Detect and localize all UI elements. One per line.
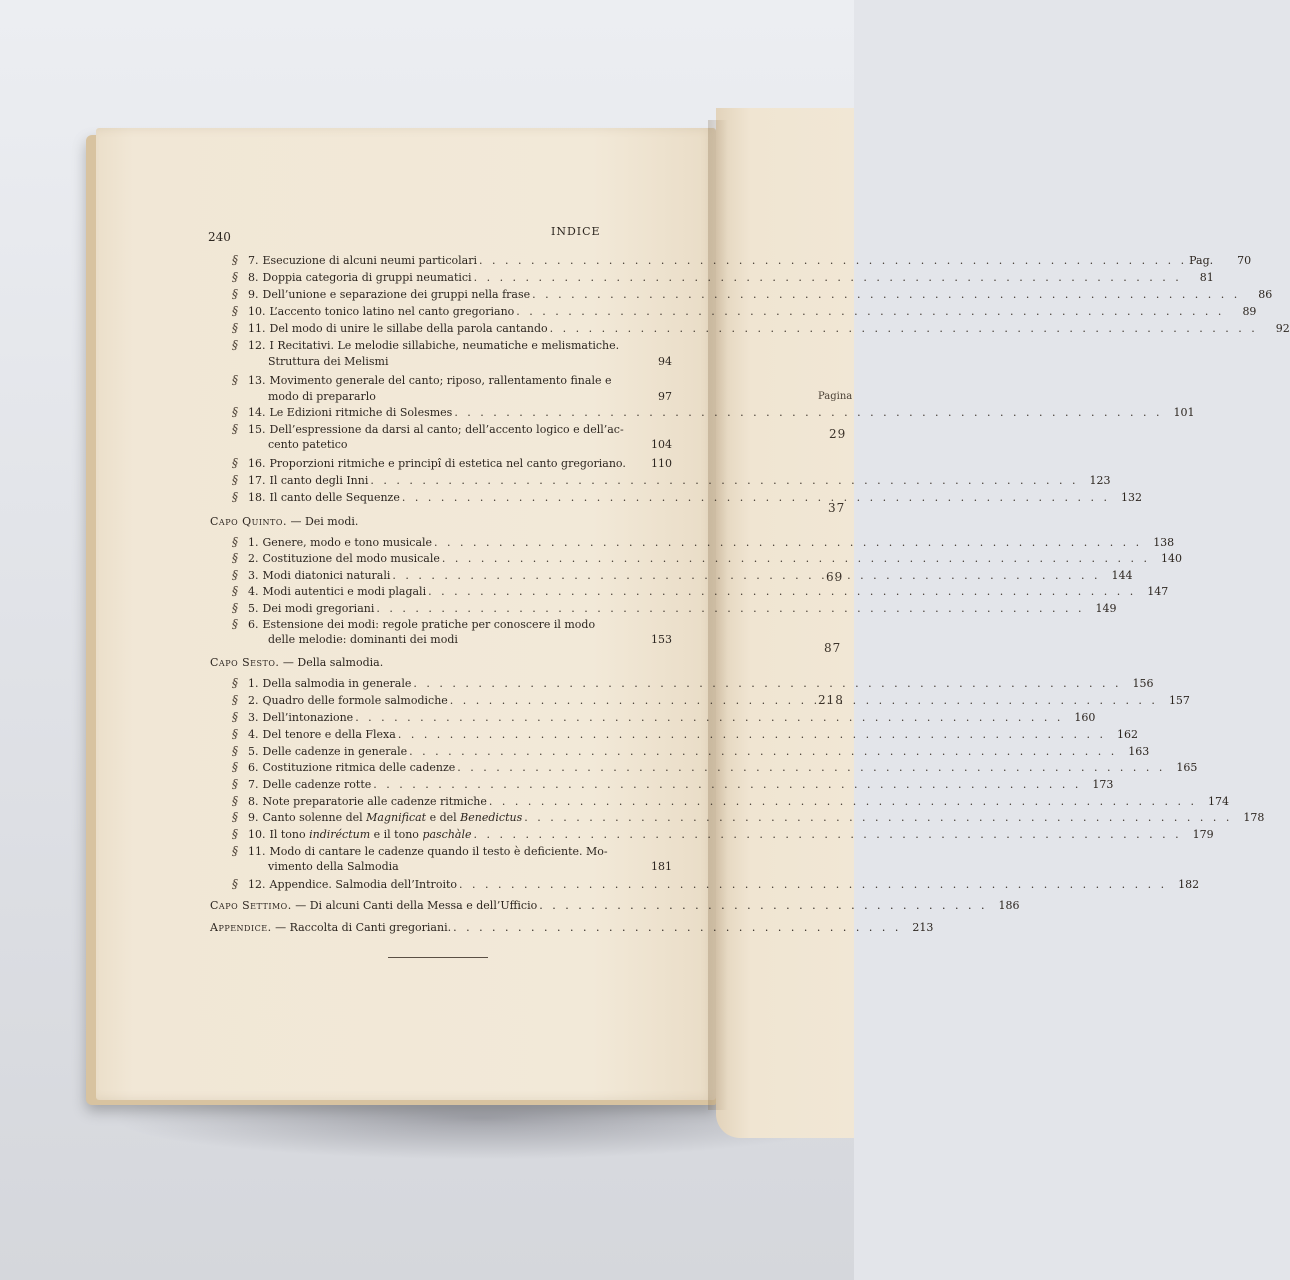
entry-page: 213 (912, 921, 934, 934)
entry-title: Esecuzione di alcuni neumi particolari (262, 254, 477, 267)
entry-title: Modi autentici e modi plagali (262, 585, 427, 598)
leader-dots (522, 810, 1234, 826)
leader-dots (400, 490, 1112, 506)
toc-entry (232, 372, 672, 389)
entry-page: 110 (651, 457, 672, 470)
entry-title-part: e il tono (370, 828, 423, 841)
leader-dots (396, 727, 1108, 743)
entry-title: Delle cadenze rotte (262, 778, 372, 791)
entry-title-italic: indiréctum (309, 828, 371, 841)
section-mark-icon: § (232, 568, 238, 582)
toc-entry (232, 489, 1143, 506)
toc-entry-continuation (268, 354, 672, 370)
entry-title: I Recitativi. Le melodie sillabiche, neumatiche e melismatiche. (269, 339, 620, 352)
entry-page: 149 (1095, 602, 1117, 615)
entry-number: 7. (248, 254, 259, 267)
entry-number: 18. (248, 491, 266, 504)
leader-dots (472, 827, 1184, 843)
leader-dots (368, 473, 1080, 489)
entry-page: 132 (1121, 491, 1143, 504)
entry-page: 123 (1089, 474, 1111, 487)
entry-title: Proporzioni ritmiche e principî di estetica nel canto gregoriano. (269, 457, 626, 470)
leader-dots (477, 253, 1189, 269)
entry-page: 179 (1192, 828, 1214, 841)
leader-dots (451, 920, 903, 936)
entry-number: 14. (248, 406, 266, 419)
leader-dots (426, 584, 1138, 600)
section-mark-icon: § (232, 601, 238, 615)
entry-number: 12. (248, 339, 266, 352)
section-mark-icon: § (232, 676, 238, 690)
leader-dots (537, 898, 989, 914)
entry-page: 89 (1242, 305, 1257, 318)
entry-title: Genere, modo e tono musicale (262, 536, 433, 549)
entry-number: 13. (248, 374, 266, 387)
section-mark-icon: § (232, 727, 238, 741)
entry-title-part: Canto solenne del (262, 811, 367, 824)
leader-dots (411, 676, 1123, 692)
toc-entry (232, 793, 1230, 810)
entry-page: 104 (651, 438, 672, 451)
pag-label: Pag. (1189, 254, 1214, 267)
section-mark-icon: § (232, 338, 238, 352)
right-page-number: 29 (829, 427, 847, 441)
entry-page: 157 (1168, 694, 1190, 707)
entry-number: 9. (248, 288, 259, 301)
toc-entry (232, 534, 1175, 551)
section-mark-icon: § (232, 844, 238, 858)
toc-entry (232, 583, 1169, 600)
section-mark-icon: § (232, 584, 238, 598)
entry-title-italic: paschàle (422, 828, 472, 841)
section-mark-icon: § (232, 794, 238, 808)
section-mark-icon: § (232, 456, 238, 470)
entry-number: 10. (248, 828, 266, 841)
entry-title: Doppia categoria di gruppi neumatici (262, 271, 472, 284)
entry-number: 1. (248, 536, 259, 549)
entry-page: 174 (1208, 795, 1230, 808)
entry-page: 165 (1176, 761, 1198, 774)
entry-number: 9. (248, 811, 259, 824)
entry-title-continuation: Struttura dei Melismi (268, 355, 389, 368)
entry-page: 182 (1178, 878, 1200, 891)
entry-page: 86 (1258, 288, 1273, 301)
right-page-number: 69 (826, 570, 844, 584)
entry-title-italic: Benedictus (460, 811, 523, 824)
entry-title-part: Il tono (269, 828, 310, 841)
entry-title-part: e del (426, 811, 461, 824)
toc-entry-continuation (268, 389, 672, 405)
leader-dots (440, 551, 1152, 567)
entry-title (270, 827, 472, 843)
entry-page: 178 (1243, 811, 1265, 824)
entry-page: 181 (651, 860, 672, 873)
entry-title: Della salmodia in generale (262, 677, 412, 690)
toc-entry (232, 404, 1195, 421)
entry-page: 186 (998, 899, 1020, 912)
entry-title-italic: Magnificat (366, 811, 427, 824)
entry-number: 3. (248, 711, 259, 724)
toc-entry (232, 675, 1154, 692)
toc-entry (232, 252, 1252, 269)
section-mark-icon: § (232, 405, 238, 419)
entry-title: Dell’espressione da darsi al canto; dell’accento logico e dell’ac- (269, 423, 624, 436)
toc-entry (232, 826, 1214, 843)
right-page-number: 37 (828, 501, 846, 515)
section-mark-icon: § (232, 270, 238, 284)
entry-page: 97 (658, 390, 672, 403)
chapter-title: — Della salmodia. (282, 656, 384, 669)
toc-entry (232, 600, 1117, 617)
toc-entry (232, 743, 1150, 760)
section-mark-icon: § (232, 744, 238, 758)
entry-number: 2. (248, 694, 259, 707)
right-page-number: 218 (818, 693, 844, 707)
entry-number: 6. (248, 618, 259, 631)
right-page-label: Pagina (818, 391, 853, 402)
entry-title: Il canto delle Sequenze (269, 491, 400, 504)
section-mark-icon: § (232, 253, 238, 267)
toc-entry (232, 320, 1290, 337)
chapter-label: Capo Quinto. (210, 515, 287, 528)
entry-title-continuation: delle melodie: dominanti dei modi (268, 633, 458, 646)
entry-title-continuation: vimento della Salmodia (268, 860, 399, 873)
leader-dots (548, 321, 1260, 337)
chapter-label: Capo Sesto. (210, 656, 280, 669)
entry-title: Del tenore e della Flexa (262, 728, 396, 741)
leader-dots (472, 270, 1184, 286)
toc-entry (232, 303, 1257, 320)
leader-dots (371, 777, 1083, 793)
section-mark-icon: § (232, 535, 238, 549)
toc-entry (232, 616, 672, 633)
section-mark-icon: § (232, 287, 238, 301)
chapter-label: Appendice. (210, 921, 272, 934)
entry-page: 160 (1074, 711, 1096, 724)
entry-number: 4. (248, 728, 259, 741)
section-mark-icon: § (232, 422, 238, 436)
entry-number: 12. (248, 878, 266, 891)
section-mark-icon: § (232, 827, 238, 841)
entry-page: 81 (1199, 271, 1214, 284)
leader-dots (452, 405, 1164, 421)
toc-entry (232, 455, 672, 472)
entry-number: 11. (248, 322, 266, 335)
entry-title: Dei modi gregoriani (262, 602, 375, 615)
running-title: INDICE (551, 225, 601, 238)
toc-entry-continuation (268, 632, 672, 648)
entry-title: L’accento tonico latino nel canto gregoriano (269, 305, 515, 318)
chapter-title: — Di alcuni Canti della Messa e dell’Ufficio (295, 899, 538, 912)
section-mark-icon: § (232, 693, 238, 707)
right-page-number: 87 (824, 641, 842, 655)
toc-entry (232, 337, 672, 354)
entry-number: 4. (248, 585, 259, 598)
leader-dots (514, 304, 1226, 320)
entry-title: Dell’intonazione (262, 711, 354, 724)
entry-number: 8. (248, 271, 259, 284)
section-mark-icon: § (232, 490, 238, 504)
entry-title: Costituzione ritmica delle cadenze (262, 761, 456, 774)
leader-dots (457, 877, 1169, 893)
entry-title: Appendice. Salmodia dell’Introito (269, 878, 457, 891)
toc-entry (232, 421, 672, 438)
leader-dots (374, 601, 1086, 617)
entry-page: 94 (658, 355, 672, 368)
chapter-heading (210, 898, 1020, 914)
entry-number: 11. (248, 845, 266, 858)
toc-entry (232, 709, 1096, 726)
leader-dots (530, 287, 1242, 303)
section-mark-icon: § (232, 321, 238, 335)
entry-title-continuation: modo di prepararlo (268, 390, 376, 403)
toc-entry (232, 876, 1200, 893)
entry-number: 5. (248, 745, 259, 758)
entry-number: 2. (248, 552, 259, 565)
entry-title: Dell’unione e separazione dei gruppi nella frase (262, 288, 531, 301)
leader-dots (390, 568, 1102, 584)
entry-title-continuation: cento patetico (268, 438, 348, 451)
entry-title: Delle cadenze in generale (262, 745, 408, 758)
section-mark-icon: § (232, 760, 238, 774)
entry-number: 6. (248, 761, 259, 774)
toc-entry (232, 286, 1273, 303)
entry-number: 8. (248, 795, 259, 808)
toc-entry-continuation (268, 859, 672, 875)
entry-page: 162 (1116, 728, 1138, 741)
chapter-heading (210, 514, 672, 530)
entry-title: Le Edizioni ritmiche di Solesmes (269, 406, 453, 419)
entry-number: 17. (248, 474, 266, 487)
entry-page: 147 (1147, 585, 1169, 598)
entry-number: 15. (248, 423, 266, 436)
toc-entry (232, 269, 1214, 286)
chapter-title: — Dei modi. (290, 515, 359, 528)
chapter-label: Capo Settimo. (210, 899, 292, 912)
entry-title: Costituzione del modo musicale (262, 552, 440, 565)
leader-dots (448, 693, 1160, 709)
leader-dots (407, 744, 1119, 760)
entry-title: Modi diatonici naturali (262, 569, 391, 582)
toc-entry-continuation (268, 437, 672, 453)
entry-number: 5. (248, 602, 259, 615)
section-mark-icon: § (232, 617, 238, 631)
section-mark-icon: § (232, 777, 238, 791)
toc-entry (232, 472, 1111, 489)
entry-page: 140 (1161, 552, 1182, 565)
entry-page: 138 (1153, 536, 1175, 549)
entry-number: 3. (248, 569, 259, 582)
toc-entry (232, 726, 1138, 743)
section-mark-icon: § (232, 373, 238, 387)
entry-title: Note preparatorie alle cadenze ritmiche (262, 795, 487, 808)
section-mark-icon: § (232, 473, 238, 487)
entry-number: 7. (248, 778, 259, 791)
leader-dots (353, 710, 1065, 726)
toc-entry (232, 843, 672, 860)
section-mark-icon: § (232, 810, 238, 824)
section-mark-icon: § (232, 304, 238, 318)
section-mark-icon: § (232, 551, 238, 565)
toc-entry (232, 809, 1265, 826)
section-mark-icon: § (232, 710, 238, 724)
entry-page: 153 (651, 633, 672, 646)
entry-title: Estensione dei modi: regole pratiche per conoscere il modo (262, 618, 596, 631)
entry-page: 70 (1237, 254, 1252, 267)
chapter-heading (210, 655, 672, 671)
entry-page: 163 (1128, 745, 1150, 758)
toc-entry (232, 550, 1182, 567)
entry-page: 156 (1132, 677, 1154, 690)
entry-number: 16. (248, 457, 266, 470)
entry-number: 1. (248, 677, 259, 690)
entry-page: 144 (1111, 569, 1133, 582)
entry-page: 92 (1275, 322, 1290, 335)
entry-page: 101 (1173, 406, 1195, 419)
toc-entry (232, 776, 1114, 793)
entry-title: Modo di cantare le cadenze quando il testo è deficiente. Mo- (269, 845, 608, 858)
entry-title (263, 810, 523, 826)
leader-dots (455, 760, 1167, 776)
entry-number: 10. (248, 305, 266, 318)
closing-rule (388, 957, 488, 958)
entry-title: Il canto degli Inni (269, 474, 369, 487)
chapter-heading (210, 920, 934, 936)
leader-dots (432, 535, 1144, 551)
entry-title: Del modo di unire le sillabe della parola cantando (269, 322, 548, 335)
toc-entry (232, 759, 1198, 776)
chapter-title: — Raccolta di Canti gregoriani. (275, 921, 452, 934)
entry-page: 173 (1092, 778, 1114, 791)
section-mark-icon: § (232, 877, 238, 891)
leader-dots (487, 794, 1199, 810)
entry-title: Movimento generale del canto; riposo, rallentamento finale e (269, 374, 612, 387)
entry-title: Quadro delle formole salmodiche (262, 694, 448, 707)
page-number: 240 (208, 230, 231, 244)
